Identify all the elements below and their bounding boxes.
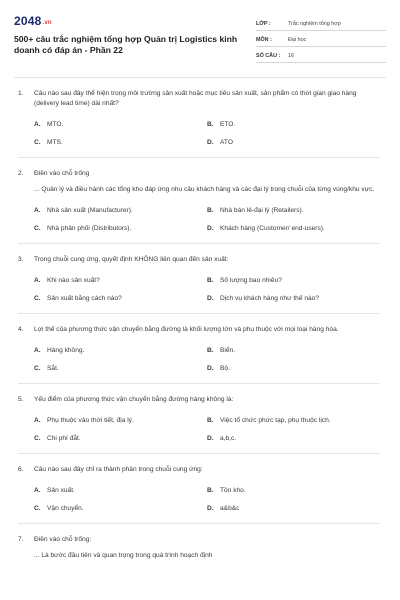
logo-suffix: .vn [42,20,52,26]
option-text: a,b,c. [220,435,237,442]
question-number: 4. [18,326,24,333]
option-letter: A. [34,417,41,424]
question-text-row [18,395,380,405]
option-letter: B. [207,207,214,214]
answer-option[interactable] [207,486,380,496]
answer-option[interactable] [207,294,380,304]
option-letter: C. [34,365,41,372]
option-text: Vận chuyển. [47,505,84,512]
question-number: 6. [18,466,24,473]
answer-option[interactable] [207,364,380,374]
answer-options [18,346,380,374]
option-text: Khi nào sản xuất? [47,277,100,284]
document-header [14,14,386,63]
option-letter: B. [207,487,214,494]
question-text-row [18,89,380,109]
answer-option[interactable] [34,276,207,286]
option-text: Nhà bán lẻ-đại lý (Retailers). [220,207,304,214]
option-text: a&b&c [220,505,240,512]
meta-label-subject: MÔN : [256,37,272,43]
meta-value-class: Trắc nghiệm tổng hợp [288,21,341,27]
question-number: 5. [18,396,24,403]
question-item [18,158,380,244]
question-text: Câu nào sau đây thể hiện trong môi trường sản xuất hoặc mục tiêu sản xuất, sản phẩm có thời gian giao hàng (delivery lead time) dài nhất? [34,90,357,107]
question-number: 1. [18,90,24,97]
answer-option[interactable] [34,486,207,496]
question-item [18,524,380,561]
option-letter: D. [207,139,214,146]
option-text: Phụ thuộc vào thời tiết, địa lý. [47,417,134,424]
option-text: Nhà sản xuất (Manufacturer). [47,207,133,214]
option-letter: B. [207,121,214,128]
answer-option[interactable] [207,416,380,426]
answer-option[interactable] [34,224,207,234]
answer-option[interactable] [207,276,380,286]
answer-option[interactable] [207,120,380,130]
question-number: 3. [18,256,24,263]
header-left [14,14,239,63]
option-letter: B. [207,347,214,354]
answer-options [18,276,380,304]
question-text: Yếu điểm của phương thức vận chuyển bằng đường hàng không là: [34,396,234,403]
option-letter: A. [34,277,41,284]
meta-row-count [256,47,386,63]
question-subtext: ... Quản lý và điều hành các tổng kho đáp ứng nhu cầu khách hàng và các đại lý trong chuỗi của từng vùng/khu vực. [34,186,375,193]
answer-option[interactable] [207,434,380,444]
question-text: Điền vào chỗ trống: [34,536,92,543]
option-letter: D. [207,505,214,512]
option-letter: A. [34,487,41,494]
answer-option[interactable] [34,346,207,356]
meta-label-count: SỐ CÂU : [256,53,281,59]
option-letter: A. [34,347,41,354]
option-text: MTO. [47,121,64,128]
question-text: Câu nào sau đây chỉ ra thành phần trong chuỗi cung ứng: [34,466,203,473]
question-item [18,454,380,524]
option-letter: C. [34,435,41,442]
question-item [18,78,380,158]
question-text-row [18,535,380,545]
answer-option[interactable] [34,120,207,130]
option-text: Sản xuất. [47,487,75,494]
option-letter: D. [207,295,214,302]
question-text: Điền vào chỗ trống [34,170,90,177]
meta-value-count: 16 [288,53,294,59]
option-letter: C. [34,295,41,302]
meta-row-subject [256,31,386,47]
option-text: Sắt. [47,365,59,372]
option-text: Số lượng bao nhiêu? [220,277,282,284]
option-letter: C. [34,139,41,146]
option-letter: D. [207,365,214,372]
meta-box [256,15,386,63]
option-letter: C. [34,225,41,232]
option-letter: A. [34,121,41,128]
answer-options [18,416,380,444]
option-text: ETO. [220,121,236,128]
option-letter: D. [207,435,214,442]
answer-option[interactable] [207,206,380,216]
question-subtext: ... Là bước đầu tiên và quan trọng trong quá trình hoạch định [34,552,213,559]
answer-option[interactable] [34,138,207,148]
option-letter: D. [207,225,214,232]
document-title: 500+ câu trắc nghiệm tổng hợp Quản trị Logistics kinh doanh có đáp án - Phần 22 [14,34,238,55]
question-item [18,314,380,384]
site-logo[interactable] [14,14,239,28]
meta-label-class: LỚP : [256,21,271,27]
answer-option[interactable] [34,294,207,304]
answer-option[interactable] [34,206,207,216]
option-text: Biển. [220,347,236,354]
answer-option[interactable] [34,504,207,514]
answer-options [18,206,380,234]
question-text: Lợi thế của phương thức vận chuyển bằng đường là khối lượng lớn và phụ thuộc với mọi loại hàng hóa. [34,326,339,333]
option-text: Việc tổ chức phức tạp, phụ thuộc lịch. [220,417,331,424]
question-list [14,78,386,561]
answer-option[interactable] [207,224,380,234]
question-number: 7. [18,536,24,543]
answer-option[interactable] [34,434,207,444]
option-letter: B. [207,277,214,284]
answer-option[interactable] [207,346,380,356]
option-text: MTS. [47,139,63,146]
answer-option[interactable] [34,364,207,374]
option-text: Bộ. [220,365,230,372]
option-text: Hàng không. [47,347,85,354]
question-item [18,384,380,454]
question-text-row [18,465,380,475]
answer-option[interactable] [34,416,207,426]
logo-main: 2048 [14,14,42,28]
option-text: Nhà phân phối (Distributors). [47,225,132,232]
question-text-row [18,325,380,335]
option-text: Chi phí đắt. [47,435,81,442]
question-text: Trong chuỗi cung ứng, quyết định KHÔNG liên quan đến sản xuất: [34,256,229,263]
question-item [18,244,380,314]
answer-option[interactable] [207,504,380,514]
option-text: Dịch vụ khách hàng như thế nào? [220,295,319,302]
option-text: Sản xuất bằng cách nào? [47,295,122,302]
meta-row-class [256,15,386,31]
question-text-row [18,169,380,179]
answer-options [18,120,380,148]
meta-value-subject: Đại học [288,37,307,43]
option-letter: C. [34,505,41,512]
answer-options [18,486,380,514]
option-text: Tồn kho. [220,487,246,494]
option-text: ATO [220,139,233,146]
question-number: 2. [18,170,24,177]
option-text: Khách hàng (Customer/ end-users). [220,225,325,232]
answer-option[interactable] [207,138,380,148]
option-letter: B. [207,417,214,424]
question-text-row [18,255,380,265]
option-letter: A. [34,207,41,214]
